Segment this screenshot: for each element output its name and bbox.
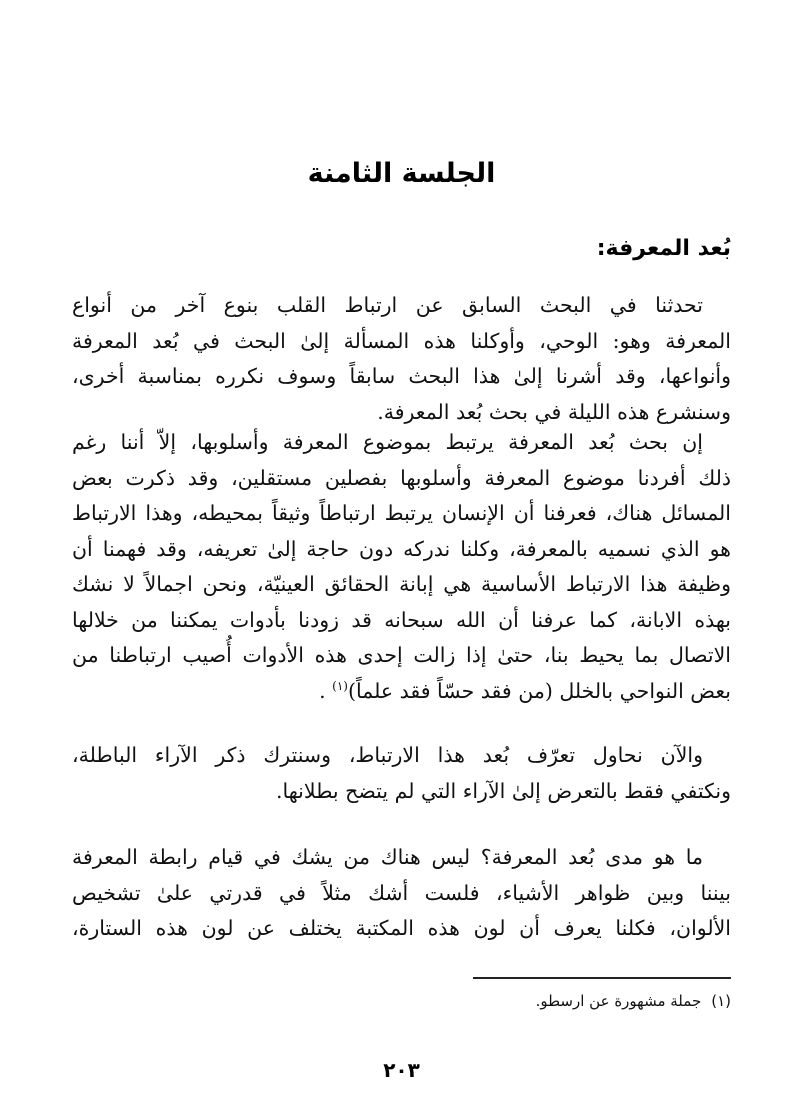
text-line: بيننا وبين ظواهر الأشياء، فلست أشك مثلاً في قدرتي علىٰ تشخيص — [72, 880, 731, 905]
text-line: المعرفة وهو: الوحي، وأوكلنا هذه المسألة إلىٰ البحث في بُعد المعرفة — [72, 328, 731, 353]
text-line: وظيفة هذا الارتباط الأساسية هي إبانة الحقائق العينيّة، ونحن اجمالاً لا نشك — [72, 572, 731, 596]
footnote-divider — [473, 977, 731, 979]
text-line: والآن نحاول تعرّف بُعد هذا الارتباط، وسنترك ذكر الآراء الباطلة، — [72, 743, 703, 767]
text-line-content: بعض النواحي بالخلل (من فقد حسّاً فقد علماً) — [347, 678, 731, 703]
page-number: ٢٠٣ — [383, 1058, 420, 1082]
paragraph-2 — [72, 425, 731, 709]
text-line: تحدثنا في البحث السابق عن ارتباط القلب بنوع آخر من أنواع — [72, 293, 703, 317]
text-line: وأنواعها، وقد أشرنا إلىٰ هذا البحث سابقاً وسوف نكرره بمناسبة أخرى، — [72, 364, 731, 388]
text-line: هو الذي نسميه بالمعرفة، وكلنا ندركه دون حاجة إلىٰ تعريفه، وقد فهمنا أن — [72, 536, 731, 561]
text-line: ونكتفي فقط بالتعرض إلىٰ الآراء التي لم يتضح بطلانها. — [275, 778, 731, 803]
text-line — [72, 674, 731, 710]
footnote — [536, 992, 731, 1010]
text-line: المسائل هناك، فعرفنا أن الإنسان يرتبط ارتباطاً وثيقاً بمحيطه، وهذا الارتباط — [72, 501, 731, 525]
text-line: ما هو مدى بُعد المعرفة؟ ليس هناك من يشك في قيام رابطة المعرفة — [72, 845, 703, 869]
text-line: الاتصال بما يحيط بنا، حتىٰ إذا زالت إحدى هذه الأدوات أُصيب ارتباطنا من — [72, 643, 731, 667]
footnote-text: جملة مشهورة عن ارسطو. — [535, 992, 702, 1010]
paragraph-1 — [72, 288, 731, 430]
text-line: الألوان، فكلنا يعرف أن لون هذه المكتبة يختلف عن لون هذه الستارة، — [72, 916, 731, 940]
end-punctuation: . — [319, 678, 333, 703]
text-line: وسنشرع هذه الليلة في بحث بُعد المعرفة. — [377, 399, 731, 424]
chapter-title: الجلسة الثامنة — [307, 158, 496, 189]
footnote-reference[interactable]: (١) — [332, 678, 348, 693]
paragraph-3 — [72, 738, 731, 809]
section-heading: بُعد المعرفة: — [596, 236, 731, 261]
text-line: إن بحث بُعد المعرفة يرتبط بموضوع المعرفة وأسلوبها، إلاّ أننا رغم — [72, 430, 703, 454]
paragraph-4 — [72, 840, 731, 947]
text-line: ذلك أفردنا موضوع المعرفة وأسلوبها بفصلين مستقلين، وقد ذكرت بعض — [72, 465, 731, 490]
footnote-number: (١) — [711, 992, 731, 1010]
text-line: بهذه الابانة، كما عرفنا أن الله سبحانه قد زودنا بأدوات يمكننا من خلالها — [72, 607, 731, 632]
